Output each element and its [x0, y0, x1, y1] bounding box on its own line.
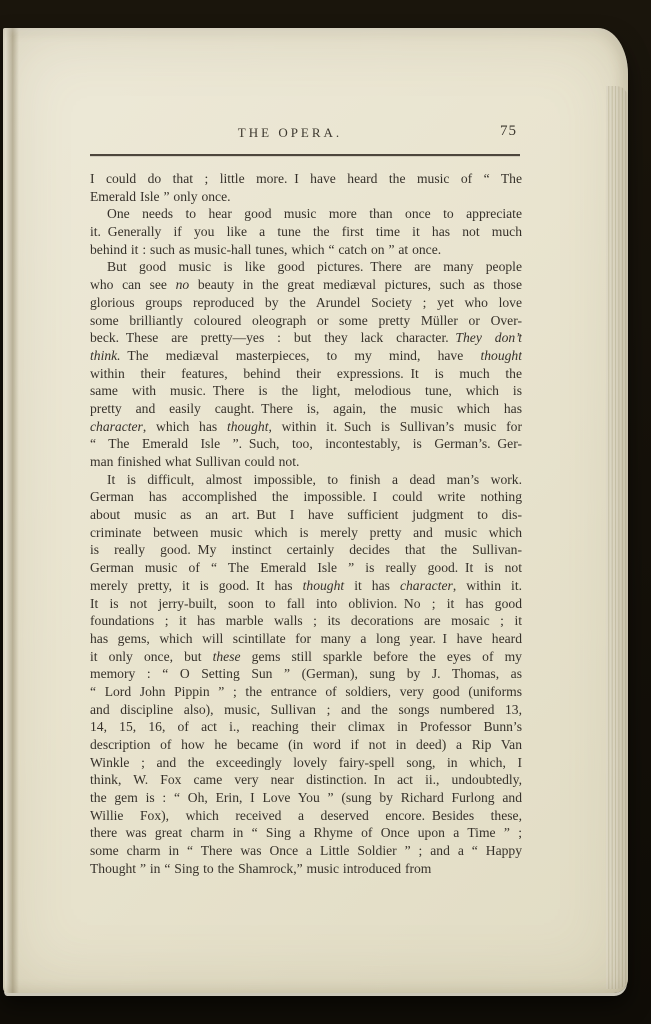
text-line — [90, 595, 522, 613]
text-line — [90, 842, 522, 860]
text-segment: within their features, behind their expressions. It is much the — [90, 365, 522, 381]
text-segment-italic: thought — [226, 418, 269, 434]
text-segment: The mediæval masterpieces, to my mind, have — [120, 347, 481, 363]
text-line — [90, 329, 522, 347]
text-line — [90, 754, 522, 772]
page-edge-stack — [606, 86, 628, 989]
text-segment: the gem is : “ Oh, Erin, I Love You ” (sung by Richard Furlong and — [90, 790, 522, 806]
text-segment: it has — [344, 577, 400, 593]
text-line — [90, 683, 522, 701]
text-segment-italic: They don’t — [455, 330, 522, 346]
text-segment: think, W. Fox came very near distinction. In act ii., undoubtedly, — [90, 772, 522, 788]
text-line — [90, 205, 522, 223]
text-segment: pretty and easily caught. There is, again, the music which has — [90, 400, 522, 416]
text-segment: has gems, which will scintillate for many a long year. I have heard — [90, 630, 522, 646]
text-segment: man finished what Sullivan could not. — [90, 454, 300, 469]
text-line — [90, 541, 522, 559]
text-line — [90, 718, 522, 736]
text-line — [90, 241, 522, 259]
text-line — [90, 400, 522, 418]
text-segment: it. Generally if you like a tune the first time it has not much — [90, 224, 522, 240]
text-line — [90, 188, 522, 206]
text-segment: same with music. There is the light, melodious tune, which is — [90, 383, 522, 399]
running-title: THE OPERA. — [237, 125, 343, 140]
text-segment: Emerald Isle ” only once. — [90, 188, 231, 204]
text-line — [90, 630, 522, 648]
text-line — [90, 382, 522, 400]
text-segment: “ The Emerald Isle ”. Such, too, incontestably, is German’s. Ger- — [90, 436, 522, 452]
text-body — [90, 170, 522, 878]
text-segment-italic: thought — [302, 577, 345, 593]
text-line — [90, 860, 522, 878]
text-segment: Thought ” in “ Sing to the Shamrock,” music introduced from — [90, 860, 432, 876]
header-rule — [90, 154, 520, 156]
text-line — [90, 701, 522, 719]
text-segment: , within it. — [452, 577, 522, 593]
text-segment-italic: no — [175, 277, 190, 293]
text-segment: I could do that ; little more. I have heard the music of “ The — [90, 171, 522, 186]
text-segment: Winkle ; and the exceedingly lovely fairy-spell song, in which, I — [90, 754, 522, 770]
text-line — [90, 488, 522, 506]
text-line — [90, 824, 522, 842]
text-segment: glorious groups reproduced by the Arundel Society ; yet who love — [90, 294, 522, 310]
text-segment: memory : “ O Setting Sun ” (German), sung by J. Thomas, as — [90, 666, 522, 682]
text-line — [90, 312, 522, 330]
text-line — [90, 365, 522, 383]
text-line — [90, 418, 522, 436]
text-segment: behind it : such as music-hall tunes, which “ catch on ” at once. — [90, 241, 442, 257]
text-segment: It is not jerry-built, soon to fall into oblivion. No ; it has good — [90, 595, 522, 611]
text-segment: description of how he became (in word if not in deed) a Rip Van — [90, 737, 522, 752]
text-line — [90, 347, 522, 365]
text-line — [90, 665, 522, 683]
text-segment-italic: these — [212, 648, 241, 664]
page-number: 75 — [500, 123, 517, 139]
text-segment: German has accomplished the impossible. I could write nothing — [90, 489, 522, 505]
book-page — [3, 28, 628, 993]
text-segment: who can see — [90, 277, 176, 293]
text-line — [90, 276, 522, 294]
text-segment: beck. These are pretty—yes : but they lack character. — [90, 330, 456, 346]
text-segment-italic: character — [399, 577, 453, 593]
text-line — [90, 471, 522, 489]
text-line — [90, 223, 522, 241]
text-line — [90, 577, 522, 595]
text-segment: , which has — [142, 418, 227, 434]
page-header — [90, 125, 522, 145]
text-line — [90, 294, 522, 312]
text-line — [90, 648, 522, 666]
text-line — [90, 771, 522, 789]
text-line — [90, 612, 522, 630]
text-segment: it only once, but — [90, 648, 213, 664]
text-line — [90, 435, 522, 453]
text-segment: foundations ; it has marble walls ; its decorations are mosaic ; it — [90, 613, 522, 629]
text-line — [90, 506, 522, 524]
text-segment-italic: think. — [90, 347, 121, 363]
text-line — [90, 807, 522, 825]
page-gutter-crease — [5, 28, 19, 993]
text-segment: “ Lord John Pippin ” ; the entrance of soldiers, very good (uniforms — [90, 683, 522, 699]
text-segment: German music of “ The Emerald Isle ” is really good. It is not — [90, 560, 522, 576]
text-line — [90, 736, 522, 754]
text-line — [90, 789, 522, 807]
text-segment: 14, 15, 16, of act i., reaching their climax in Professor Bunn’s — [90, 719, 522, 735]
text-segment: gems still sparkle before the eyes of my — [240, 648, 522, 664]
text-line — [90, 524, 522, 542]
text-segment: there was great charm in “ Sing a Rhyme of Once upon a Time ” ; — [90, 825, 522, 841]
text-segment: some charm in “ There was Once a Little Soldier ” ; and a “ Happy — [90, 843, 522, 859]
text-segment-italic: character — [90, 418, 143, 434]
text-segment-italic: thought — [480, 347, 522, 363]
text-line — [90, 559, 522, 577]
text-line — [90, 453, 522, 471]
text-segment: Willie Fox), which received a deserved encore. Besides these, — [90, 807, 522, 823]
text-segment: is really good. My instinct certainly decides that the Sullivan- — [90, 542, 522, 558]
text-segment: One needs to hear good music more than once to appreciate — [107, 206, 522, 222]
text-segment: beauty in the great mediæval pictures, such as those — [189, 277, 522, 293]
text-line — [90, 258, 522, 276]
text-segment: It is difficult, almost impossible, to finish a dead man’s work. — [107, 471, 522, 487]
text-segment: some brilliantly coloured oleograph or some pretty Müller or Over- — [90, 312, 522, 328]
text-segment: criminate between music which is merely pretty and music which — [90, 524, 522, 540]
text-segment: and discipline also), music, Sullivan ; and the songs numbered 13, — [90, 701, 522, 717]
text-segment: about music as an art. But I have sufficient judgment to dis- — [90, 507, 522, 523]
text-line — [90, 170, 522, 188]
text-segment: merely pretty, it is good. It has — [90, 577, 303, 593]
text-segment: , within it. Such is Sullivan’s music for — [268, 418, 522, 434]
text-segment: But good music is like good pictures. There are many people — [107, 259, 522, 275]
